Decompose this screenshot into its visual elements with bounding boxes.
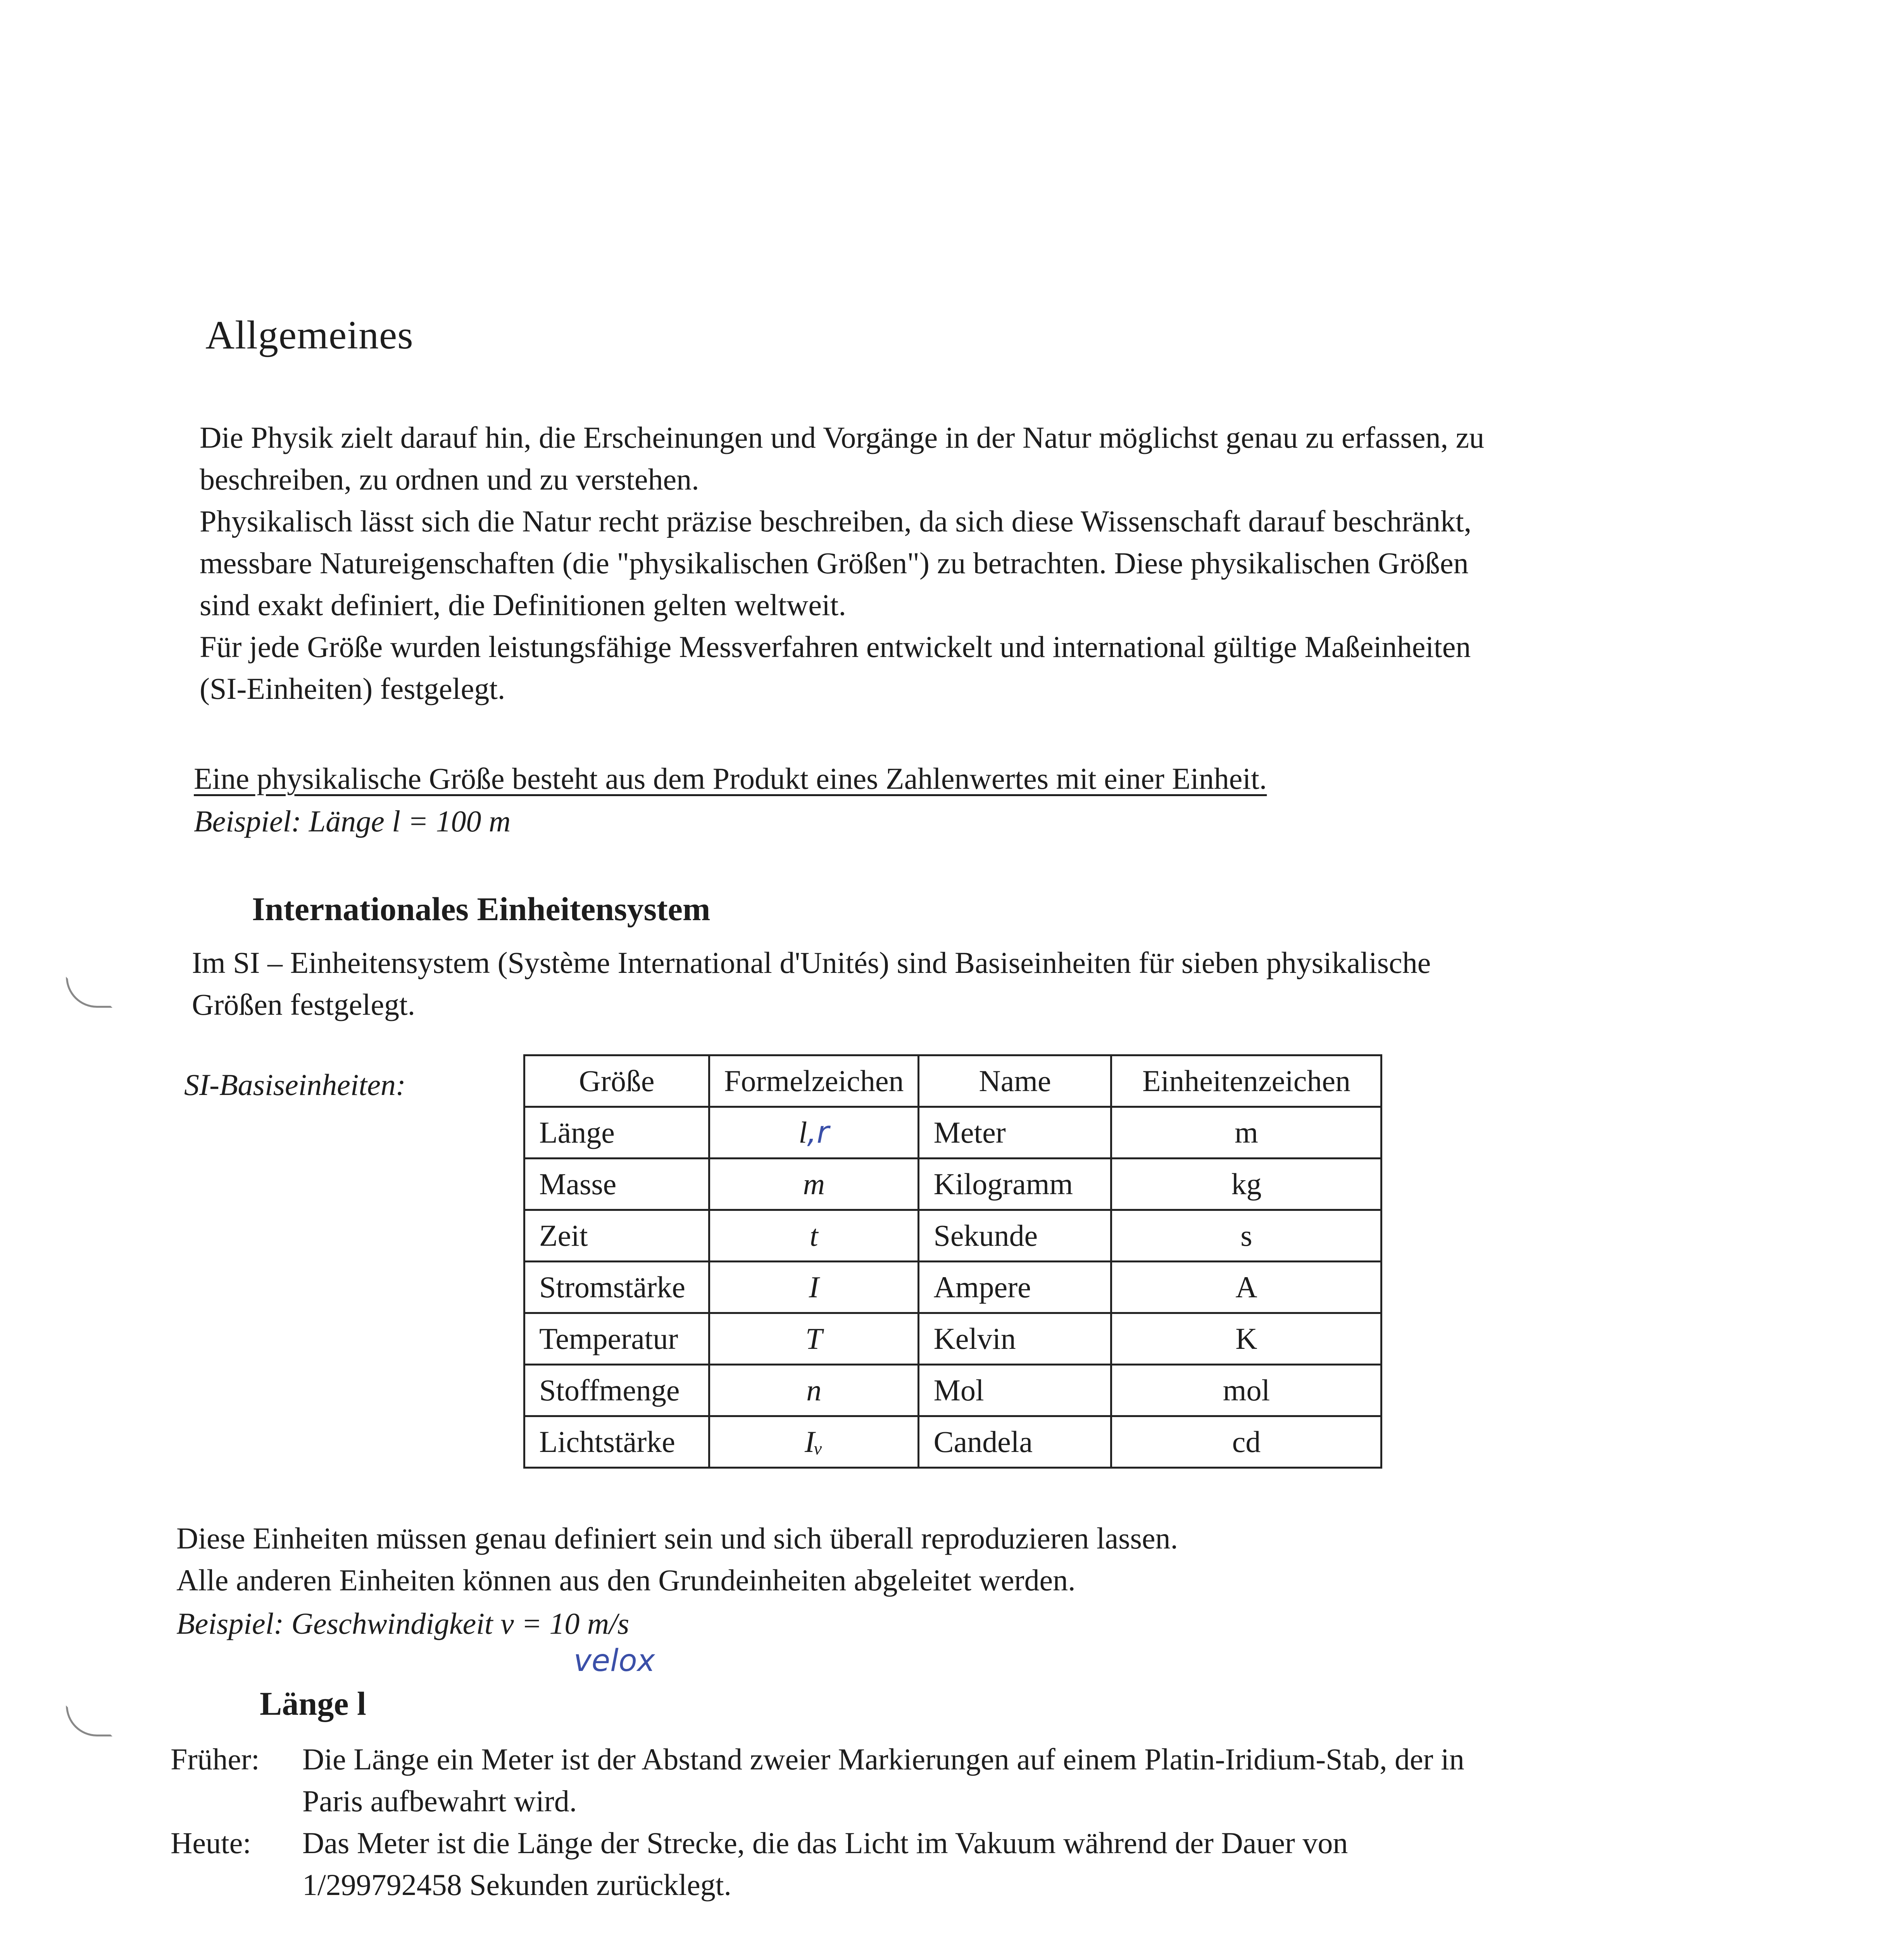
table-row [524,1313,1381,1365]
handwritten-note: velox [574,1643,655,1678]
intro-line: beschreiben, zu ordnen und zu verstehen. [200,462,699,496]
cell-symbol: I [709,1262,919,1313]
si-intro-line: Im SI – Einheitensystem (Système International d'Unités) sind Basiseinheiten für sieben physikalische [192,946,1431,979]
cell-symbol: T [709,1313,919,1365]
cell-symbol: n [709,1365,919,1416]
cell-quantity: Masse [524,1159,709,1210]
cell-unit-symbol: m [1111,1107,1381,1159]
col-header-formelzeichen: Formelzeichen [709,1055,919,1107]
heading-si: Internationales Einheitensystem [252,890,711,928]
intro-line: Für jede Größe wurden leistungsfähige Messverfahren entwickelt und international gültige Maßeinheiten [200,630,1471,664]
example-geschwindigkeit: Beispiel: Geschwindigkeit v = 10 m/s [176,1607,629,1640]
cell-quantity: Stromstärke [524,1262,709,1313]
cell-unit-name: Meter [919,1107,1111,1159]
intro-line: (SI-Einheiten) festgelegt. [200,672,505,705]
si-after-line: Diese Einheiten müssen genau definiert sein und sich überall reproduzieren lassen. [176,1521,1178,1555]
label-frueher: Früher: [171,1742,260,1776]
table-row [524,1210,1381,1262]
punch-hole-mark [66,977,112,1008]
cell-unit-symbol: cd [1111,1416,1381,1468]
table-row [524,1416,1381,1468]
si-after-paragraph [176,1517,1178,1601]
definition-sentence: Eine physikalische Größe besteht aus dem Produkt eines Zahlenwertes mit einer Einheit. [194,762,1267,795]
intro-line: Die Physik zielt darauf hin, die Erscheinungen und Vorgänge in der Natur möglichst genau zu erfassen, zu [200,421,1485,454]
table-row [524,1159,1381,1210]
cell-unit-symbol: A [1111,1262,1381,1313]
symbol-text: l [799,1116,807,1149]
laenge-definitions [171,1738,1464,1906]
table-row [524,1365,1381,1416]
laenge-heute-text: Das Meter ist die Länge der Strecke, die das Licht im Vakuum während der Dauer von [302,1826,1348,1860]
intro-line: messbare Natureigenschaften (die "physikalischen Größen") zu betrachten. Diese physikalischen Größen [200,546,1469,580]
cell-quantity: Stoffmenge [524,1365,709,1416]
table-header-row [524,1055,1381,1107]
cell-unit-name: Kilogramm [919,1159,1111,1210]
cell-unit-name: Ampere [919,1262,1111,1313]
cell-unit-symbol: kg [1111,1159,1381,1210]
heading-laenge: Länge l [260,1685,366,1722]
col-header-groesse: Größe [524,1055,709,1107]
cell-unit-name: Kelvin [919,1313,1111,1365]
cell-quantity: Temperatur [524,1313,709,1365]
heading-allgemeines: Allgemeines [205,313,414,357]
intro-line: sind exakt definiert, die Definitionen gelten weltweit. [200,588,846,622]
laenge-heute-line [171,1822,1464,1864]
intro-paragraph [200,417,1484,710]
cell-quantity: Zeit [524,1210,709,1262]
table-row [524,1262,1381,1313]
cell-unit-name: Candela [919,1416,1111,1468]
cell-symbol: t [709,1210,919,1262]
cell-unit-symbol: K [1111,1313,1381,1365]
cell-symbol: m [709,1159,919,1210]
laenge-frueher-line [171,1738,1464,1780]
table-row [524,1107,1381,1159]
si-after-line: Alle anderen Einheiten können aus den Grundeinheiten abgeleitet werden. [176,1563,1076,1597]
laenge-frueher-text: Die Länge ein Meter ist der Abstand zweier Markierungen auf einem Platin-Iridium-Stab, der in [302,1742,1464,1776]
laenge-heute-cont: 1/299792458 Sekunden zurücklegt. [302,1868,731,1902]
si-base-units-table [523,1054,1382,1469]
cell-symbol [709,1107,919,1159]
intro-line: Physikalisch lässt sich die Natur recht präzise beschreiben, da sich diese Wissenschaft darauf beschränkt, [200,504,1472,538]
cell-unit-name: Mol [919,1365,1111,1416]
table-label: SI-Basiseinheiten: [184,1068,406,1102]
si-intro-paragraph [192,942,1431,1026]
example-laenge: Beispiel: Länge l = 100 m [194,804,511,838]
handwritten-symbol: ,r [807,1115,829,1150]
cell-quantity: Lichtstärke [524,1416,709,1468]
cell-unit-name: Sekunde [919,1210,1111,1262]
col-header-einheitenzeichen: Einheitenzeichen [1111,1055,1381,1107]
col-header-name: Name [919,1055,1111,1107]
si-intro-line: Größen festgelegt. [192,988,416,1021]
label-heute: Heute: [171,1826,251,1860]
laenge-frueher-cont: Paris aufbewahrt wird. [302,1784,577,1818]
cell-unit-symbol: s [1111,1210,1381,1262]
cell-quantity: Länge [524,1107,709,1159]
punch-hole-mark [66,1705,112,1736]
cell-symbol: Iᵥ [709,1416,919,1468]
cell-unit-symbol: mol [1111,1365,1381,1416]
